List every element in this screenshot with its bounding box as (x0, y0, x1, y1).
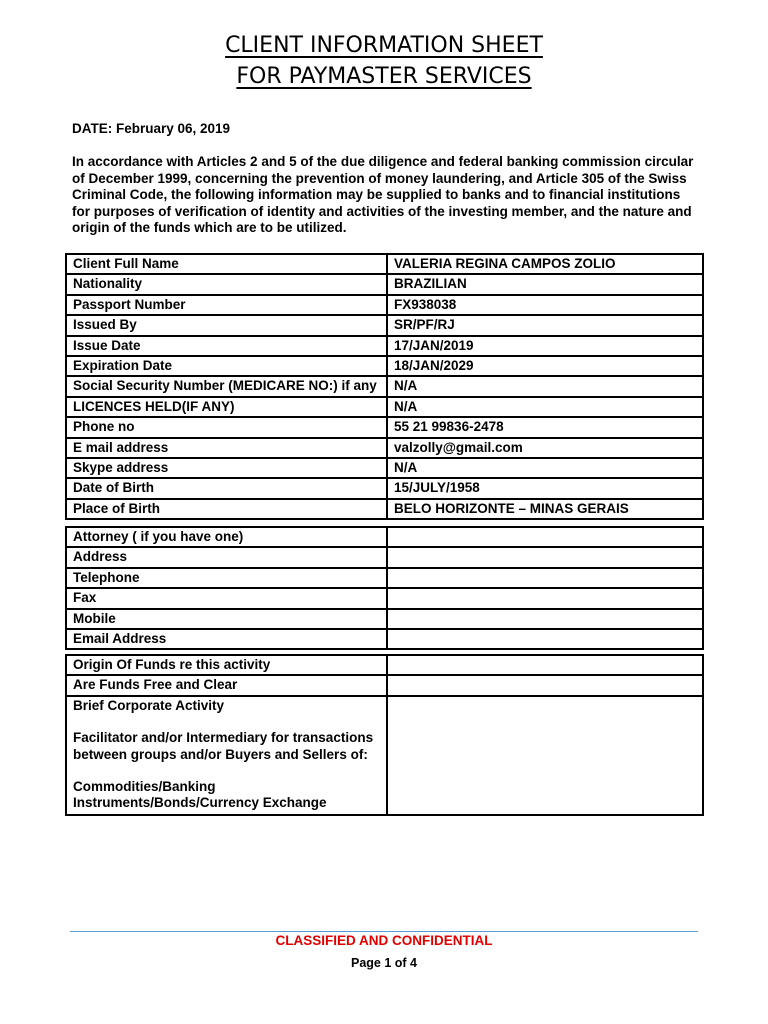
document-date: DATE: February 06, 2019 (72, 121, 231, 136)
field-label: Social Security Number (MEDICARE NO:) if any (66, 376, 387, 396)
table-row (66, 274, 703, 294)
table-row (66, 588, 703, 608)
corporate-activity-heading: Brief Corporate Activity (73, 697, 225, 713)
table-row (66, 629, 703, 649)
field-value-empty (387, 609, 703, 629)
intro-paragraph: In accordance with Articles 2 and 5 of the due diligence and federal banking commission circular of December 1999, concerning the prevention of money laundering, and Article 305 of the Swiss Criminal Code, the following information may be supplied to banks and to financial institutions for purposes of verification of identity and activities of the investing member, and the nature and origin of the funds which are to be utilized. (72, 154, 694, 236)
table-row (66, 438, 703, 458)
table-row (66, 336, 703, 356)
attorney-table (65, 526, 704, 650)
field-label: Email Address (66, 629, 387, 649)
field-value-empty (387, 568, 703, 588)
table-row (66, 356, 703, 376)
field-label: Phone no (66, 417, 387, 437)
client-info-table (65, 253, 704, 520)
field-value-empty (387, 675, 703, 695)
field-value-empty (387, 696, 703, 815)
field-label: Are Funds Free and Clear (66, 675, 387, 695)
field-value: FX938038 (387, 295, 703, 315)
table-row (66, 568, 703, 588)
corporate-activity-cell (66, 696, 387, 815)
field-value: BELO HORIZONTE – MINAS GERAIS (387, 499, 703, 519)
field-value: N/A (387, 458, 703, 478)
field-label: Nationality (66, 274, 387, 294)
table-row (66, 527, 703, 547)
corporate-activity-text-2: Commodities/Banking Instruments/Bonds/Currency Exchange (73, 779, 327, 811)
table-row (66, 458, 703, 478)
field-label: Place of Birth (66, 499, 387, 519)
table-row (66, 655, 703, 675)
field-value: VALERIA REGINA CAMPOS ZOLIO (387, 254, 703, 274)
field-value: N/A (387, 397, 703, 417)
confidential-notice: CLASSIFIED AND CONFIDENTIAL (275, 933, 493, 948)
table-row (66, 397, 703, 417)
table-row (66, 609, 703, 629)
table-row (66, 478, 703, 498)
field-value: N/A (387, 376, 703, 396)
table-row (66, 315, 703, 335)
field-value-empty (387, 547, 703, 567)
field-label: Issued By (66, 315, 387, 335)
table-row (66, 675, 703, 695)
field-value: SR/PF/RJ (387, 315, 703, 335)
table-row (66, 547, 703, 567)
corporate-activity-text-1: Facilitator and/or Intermediary for transactions between groups and/or Buyers and Sellers of: (73, 730, 374, 762)
field-label: Client Full Name (66, 254, 387, 274)
field-value: 15/JULY/1958 (387, 478, 703, 498)
field-value: BRAZILIAN (387, 274, 703, 294)
table-row (66, 696, 703, 815)
field-label: Telephone (66, 568, 387, 588)
page-number: Page 1 of 4 (351, 956, 417, 970)
field-label: Address (66, 547, 387, 567)
table-row (66, 499, 703, 519)
document-title-line-1 (0, 30, 768, 62)
field-label: E mail address (66, 438, 387, 458)
field-value-empty (387, 588, 703, 608)
field-value: valzolly@gmail.com (387, 438, 703, 458)
title-text-2: FOR PAYMASTER SERVICES (236, 64, 532, 89)
field-value: 17/JAN/2019 (387, 336, 703, 356)
field-value-empty (387, 629, 703, 649)
table-row (66, 295, 703, 315)
field-label: Attorney ( if you have one) (66, 527, 387, 547)
field-label: Date of Birth (66, 478, 387, 498)
table-row (66, 254, 703, 274)
table-row (66, 376, 703, 396)
field-label: Mobile (66, 609, 387, 629)
field-label: Skype address (66, 458, 387, 478)
field-label: Passport Number (66, 295, 387, 315)
field-label: Fax (66, 588, 387, 608)
footer-divider (70, 931, 698, 932)
field-label: Origin Of Funds re this activity (66, 655, 387, 675)
field-value: 18/JAN/2029 (387, 356, 703, 376)
title-text-1: CLIENT INFORMATION SHEET (225, 33, 543, 58)
field-label: LICENCES HELD(IF ANY) (66, 397, 387, 417)
document-title-line-2 (0, 61, 768, 93)
funds-table (65, 654, 704, 816)
field-value-empty (387, 655, 703, 675)
table-row (66, 417, 703, 437)
field-value-empty (387, 527, 703, 547)
field-label: Issue Date (66, 336, 387, 356)
field-label: Expiration Date (66, 356, 387, 376)
field-value: 55 21 99836-2478 (387, 417, 703, 437)
